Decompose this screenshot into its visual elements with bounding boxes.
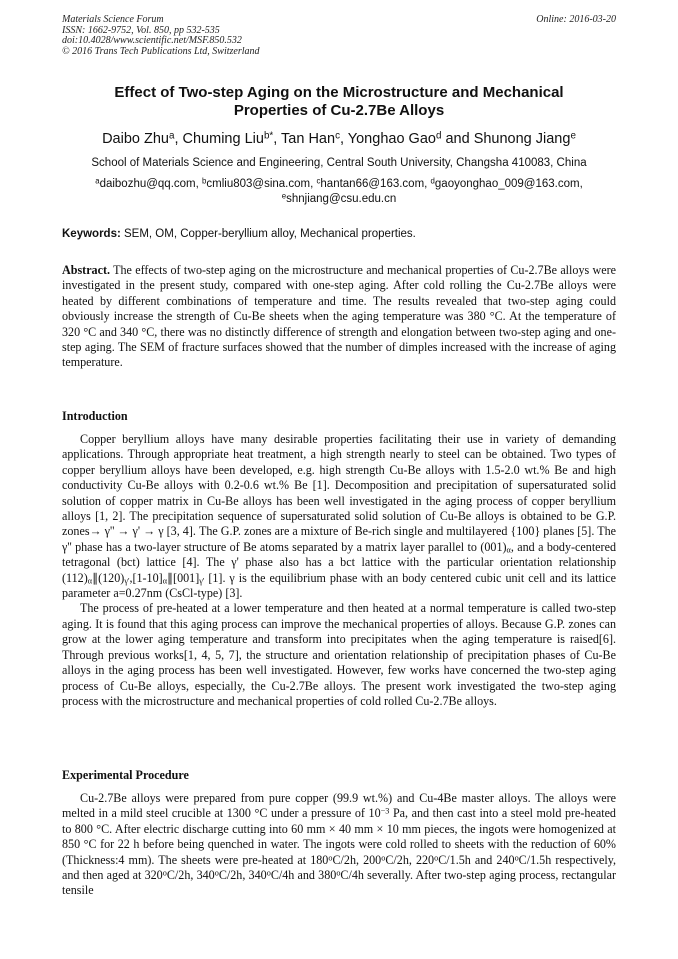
author-name: Chuming Liu (182, 131, 264, 147)
email-a[interactable]: daibozhu@qq.com (99, 178, 196, 190)
doi-line: doi:10.4028/www.scientific.net/MSF.850.532 (62, 35, 242, 46)
abstract (62, 263, 616, 371)
copyright-line: © 2016 Trans Tech Publications Ltd, Switzerland (62, 45, 260, 57)
title-line-2: Properties of Cu-2.7Be Alloys (233, 102, 445, 119)
journal-header (62, 15, 616, 57)
author-marker: e (570, 130, 576, 142)
abstract-text: The effects of two-step aging on the microstructure and mechanical properties of Cu-2.7Be alloys were investigated in the present study, compared with one-step aging. After cold rolling the Cu-2.7Be alloys were heated by different combinations of temperature and time. The results revealed that two-step aging could obviously increase the strength of Cu-Be sheets when the aging temperature was 380 °C. At the temperature of 320 °C and 340 °C, there was no distinctly difference of strength and elongation between two-step aging and one-step aging. The SEM of fracture surfaces showed that the number of dimples increased with the increase of aging temperature. (62, 263, 616, 370)
author-name: Daibo Zhu (102, 131, 169, 147)
introduction-heading: Introduction (62, 409, 128, 423)
issn-line: ISSN: 1662-9752, Vol. 850, pp 532-535 (62, 24, 220, 36)
keywords-label: Keywords: (62, 228, 121, 240)
abstract-label: Abstract. (62, 263, 111, 277)
email-d[interactable]: gaoyonghao_009@163.com (434, 178, 580, 190)
intro-paragraph-1: Copper beryllium alloys have many desirable properties facilitating their use in variety of demanding applications. Through appropriate heat treatment, a high strength nearly to steel can be obtained. Two types of copper beryllium alloys have been developed, e.g. high strength Cu-Be alloys with 1.5-2.0 wt.% Be and high conductivity Cu-Be alloys with 0.2-0.6 wt.% Be [1]. Decomposition and precipitation of supersaturated solid solution of copper matrix in Cu-Be alloys has been well investigated in the aging process of copper beryllium alloys [1, 2]. The precipitation sequence of supersaturated solid solution of Cu-Be alloys is obtained to be G.P. zones→ γ'' → γ' → γ [3, 4]. The G.P. zones are a mixture of Be-rich single and multilayered {100} planes [5]. The γ'' phase has a two-layer structure of Be atoms separated by a matrix layer parallel to $(001)_\alpha$, and a body-centered tetragonal (bct) lattice [4]. The γ' phase also has a bct lattice with the particular orientation relationship $(112)_\alpha\parallel(120)_{\gamma'},[1-10]_\alpha\parallel[001]_{\gamma'}$ [1]. γ is the equilibrium phase with an body centered cubic unit cell and its lattice parameter a=0.27nm (CsCl-type) [3]. (62, 432, 616, 601)
author-marker: a (168, 130, 175, 142)
email-c[interactable]: hantan66@163.com (320, 178, 425, 190)
author-marker: b* (263, 130, 274, 142)
journal-name: Materials Science Forum (62, 14, 164, 25)
author-separator: , (339, 131, 348, 147)
intro-paragraph-2: The process of pre-heated at a lower temperature and then heated at a normal temperature is called two-step aging. It is found that this aging process can improve the mechanical properties of alloys. Because G.P. zones can grow at the lower aging temperature and transform into precipitates when the aging temperature is raised[6]. Through previous works[1, 4, 5, 7], the structure and orientation relationship of precipitation phases of Cu-Be alloys in the aging process has been well investigated. However, few works have concerned the two-step aging process of Cu-Be alloys, especially, the Cu-2.7Be alloys. The present work investigated the two-step aging process with the microstructure and mechanical properties of cold rolled Cu-2.7Be alloys. (62, 601, 616, 708)
affiliation: School of Materials Science and Engineering, Central South University, Changsha 410083, China (91, 157, 587, 169)
keywords (62, 227, 616, 242)
author-name: Tan Han (281, 131, 336, 147)
author-separator: , (174, 131, 183, 147)
author-separator: and (441, 131, 474, 147)
author-list (40, 130, 638, 148)
email-e[interactable]: shnjiang@csu.edu.cn (286, 193, 397, 205)
experimental-heading: Experimental Procedure (62, 768, 189, 782)
introduction-body (62, 432, 616, 709)
title-line-1: Effect of Two-step Aging on the Microstructure and Mechanical (114, 84, 564, 101)
author-separator: , (273, 131, 282, 147)
keywords-text: SEM, OM, Copper-beryllium alloy, Mechanical properties. (124, 228, 416, 240)
experimental-paragraph-1: Cu-2.7Be alloys were prepared from pure copper (99.9 wt.%) and Cu-4Be master alloys. The alloys were melted in a mild steel crucible at 1300 °C under a pressure of $10^{-3}$ Pa, and then cast into a steel mold pre-heated to 800 °C. After electric discharge cutting into 60 mm × 40 mm × 10 mm pieces, the ingots were homogenized at 850 °C for 22 h before being quenched in water. The ingots were cold rolled to sheets with the reduction of 60% (Thickness:4 mm). The sheets were pre-heated at 180$^o$C/2h, 200$^o$C/2h, 220$^o$C/1.5h and 240$^o$C/1.5h respectively, and then aged at 320$^o$C/2h, 340$^o$C/2h, 340$^o$C/4h and 380$^o$C/4h severally. After two-step aging process, rectangular tensile (62, 791, 616, 898)
author-name: Yonghao Gao (347, 131, 436, 147)
online-date: Online: 2016-03-20 (536, 14, 616, 25)
author-marker: d (435, 130, 442, 142)
author-marker: c (335, 130, 340, 142)
email-list: $^a$daibozhu@qq.com, $^b$cmliu803@sina.com, $^c$hantan66@163.com, $^d$gaoyonghao_009@163.com, $^e$shnjiang@csu.edu.cn (95, 176, 583, 205)
author-name: Shunong Jiang (473, 131, 571, 147)
experimental-body (62, 791, 616, 899)
email-b[interactable]: cmliu803@sina.com (206, 178, 311, 190)
paper-title (62, 84, 616, 120)
